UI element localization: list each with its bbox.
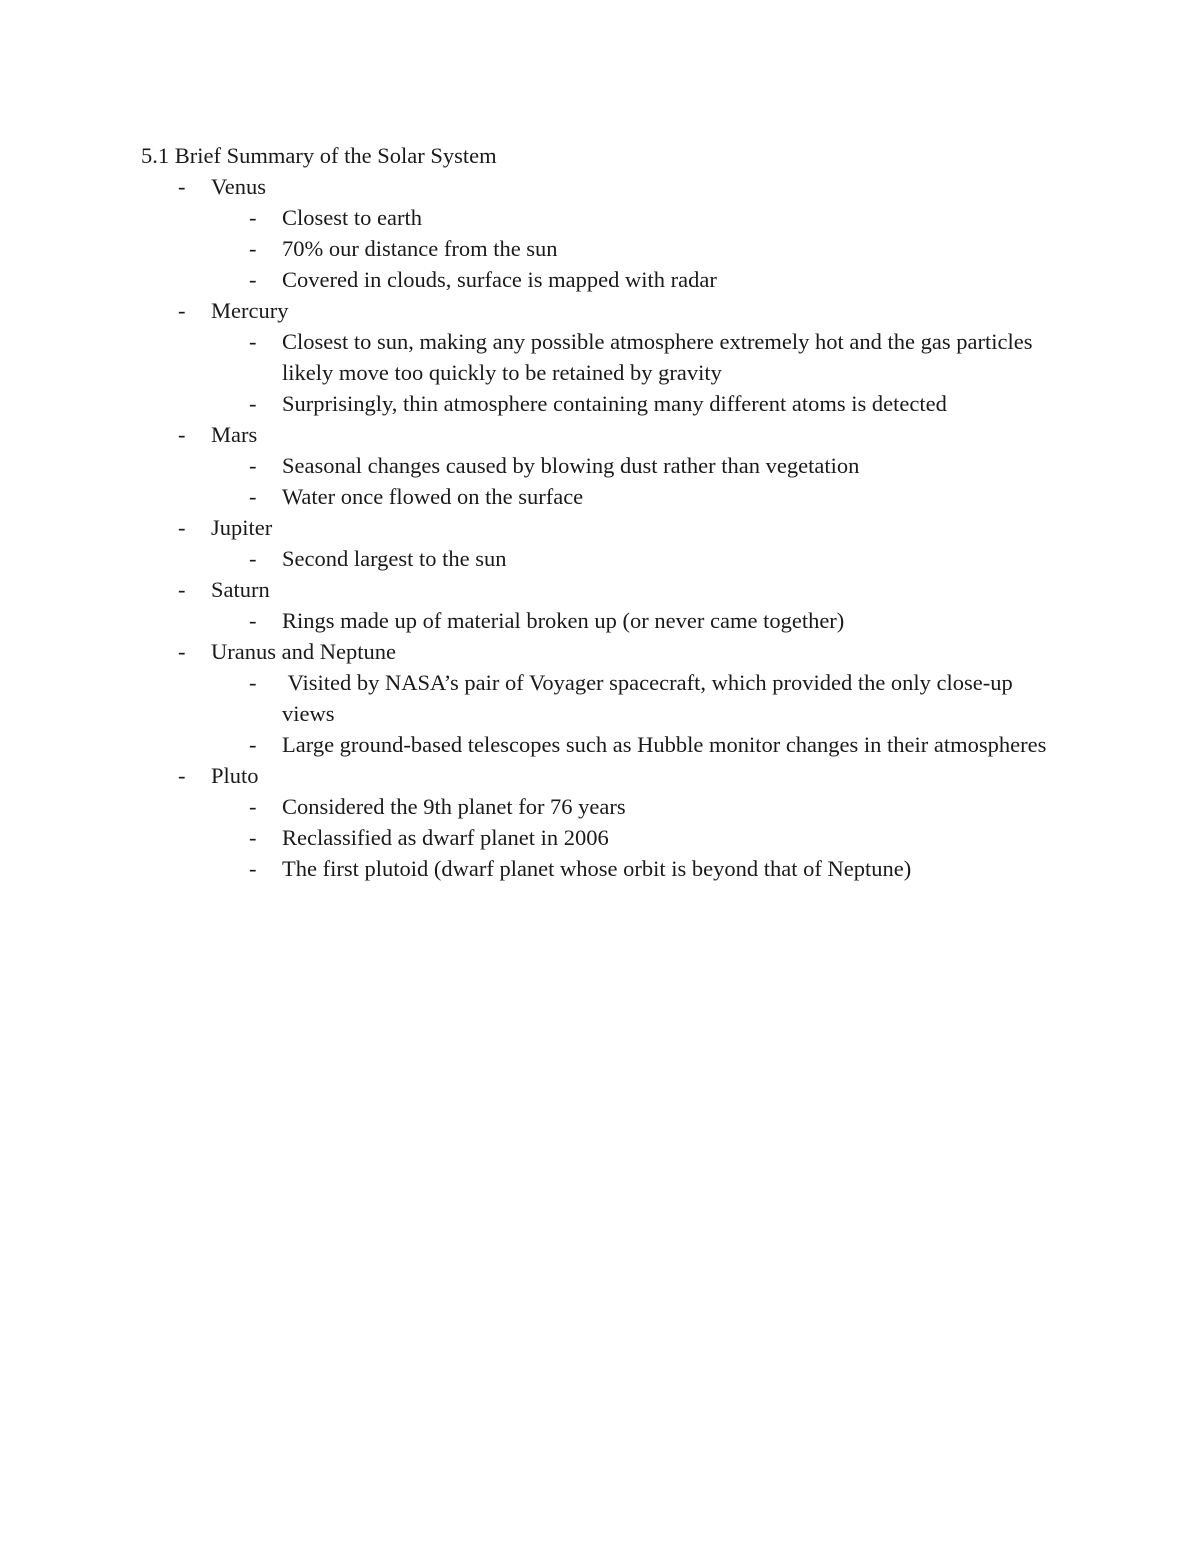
fact-item bbox=[211, 667, 1061, 729]
bullet-dash: - bbox=[249, 670, 257, 695]
outline-item-pluto bbox=[141, 760, 1061, 884]
fact-item bbox=[211, 543, 1061, 574]
planet-facts-list bbox=[211, 605, 1061, 636]
bullet-dash: - bbox=[249, 608, 257, 633]
planet-facts-list bbox=[211, 543, 1061, 574]
bullet-dash: - bbox=[249, 732, 257, 757]
bullet-dash: - bbox=[249, 546, 257, 571]
fact-text: Surprisingly, thin atmosphere containing many different atoms is detected bbox=[282, 391, 947, 416]
bullet-dash: - bbox=[249, 205, 257, 230]
fact-item bbox=[211, 450, 1061, 481]
planet-facts-list bbox=[211, 450, 1061, 512]
planet-facts-list bbox=[211, 326, 1061, 419]
planet-title: Venus bbox=[211, 174, 266, 199]
bullet-dash: - bbox=[249, 329, 257, 354]
fact-text: Closest to sun, making any possible atmosphere extremely hot and the gas particles likely move too quickly to be retained by gravity bbox=[282, 329, 1039, 385]
fact-item bbox=[211, 791, 1061, 822]
fact-text: 70% our distance from the sun bbox=[282, 236, 558, 261]
bullet-dash: - bbox=[178, 577, 186, 602]
bullet-dash: - bbox=[249, 453, 257, 478]
bullet-dash: - bbox=[178, 298, 186, 323]
bullet-dash: - bbox=[249, 484, 257, 509]
planet-title: Mars bbox=[211, 422, 258, 447]
planet-title: Uranus and Neptune bbox=[211, 639, 396, 664]
fact-item bbox=[211, 326, 1061, 388]
bullet-dash: - bbox=[178, 763, 186, 788]
outline-item-jupiter bbox=[141, 512, 1061, 574]
planet-facts-list bbox=[211, 667, 1061, 760]
fact-text: Large ground-based telescopes such as Hubble monitor changes in their atmospheres bbox=[282, 732, 1047, 757]
bullet-dash: - bbox=[249, 236, 257, 261]
fact-text: Rings made up of material broken up (or never came together) bbox=[282, 608, 845, 633]
fact-item bbox=[211, 822, 1061, 853]
bullet-dash: - bbox=[249, 391, 257, 416]
bullet-dash: - bbox=[249, 856, 257, 881]
fact-text: Closest to earth bbox=[282, 205, 422, 230]
outline-item-venus bbox=[141, 171, 1061, 295]
fact-text: Water once flowed on the surface bbox=[282, 484, 584, 509]
bullet-dash: - bbox=[178, 515, 186, 540]
section-heading: 5.1 Brief Summary of the Solar System bbox=[141, 143, 497, 168]
fact-text: Reclassified as dwarf planet in 2006 bbox=[282, 825, 609, 850]
fact-text: Covered in clouds, surface is mapped with radar bbox=[282, 267, 717, 292]
bullet-dash: - bbox=[249, 825, 257, 850]
outline-item-saturn bbox=[141, 574, 1061, 636]
bullet-dash: - bbox=[249, 267, 257, 292]
bullet-dash: - bbox=[178, 639, 186, 664]
fact-item bbox=[211, 388, 1061, 419]
fact-text: Second largest to the sun bbox=[282, 546, 507, 571]
fact-item bbox=[211, 481, 1061, 512]
planet-facts-list bbox=[211, 202, 1061, 295]
fact-text: The first plutoid (dwarf planet whose orbit is beyond that of Neptune) bbox=[282, 856, 912, 881]
fact-item bbox=[211, 853, 1061, 884]
fact-item bbox=[211, 233, 1061, 264]
fact-item bbox=[211, 605, 1061, 636]
outline-item-mars bbox=[141, 419, 1061, 512]
planet-outline bbox=[141, 171, 1061, 884]
bullet-dash: - bbox=[178, 422, 186, 447]
fact-item bbox=[211, 202, 1061, 233]
document-body bbox=[141, 140, 1061, 884]
outline-item-mercury bbox=[141, 295, 1061, 419]
outline-item-uranus-and-neptune bbox=[141, 636, 1061, 760]
bullet-dash: - bbox=[249, 794, 257, 819]
planet-title: Jupiter bbox=[211, 515, 273, 540]
fact-item bbox=[211, 729, 1061, 760]
bullet-dash: - bbox=[178, 174, 186, 199]
fact-text: Considered the 9th planet for 76 years bbox=[282, 794, 626, 819]
planet-facts-list bbox=[211, 791, 1061, 884]
planet-title: Saturn bbox=[211, 577, 270, 602]
fact-text: Visited by NASA’s pair of Voyager spacecraft, which provided the only close-up views bbox=[282, 670, 1019, 726]
planet-title: Mercury bbox=[211, 298, 289, 323]
fact-item bbox=[211, 264, 1061, 295]
fact-text: Seasonal changes caused by blowing dust rather than vegetation bbox=[282, 453, 860, 478]
planet-title: Pluto bbox=[211, 763, 259, 788]
